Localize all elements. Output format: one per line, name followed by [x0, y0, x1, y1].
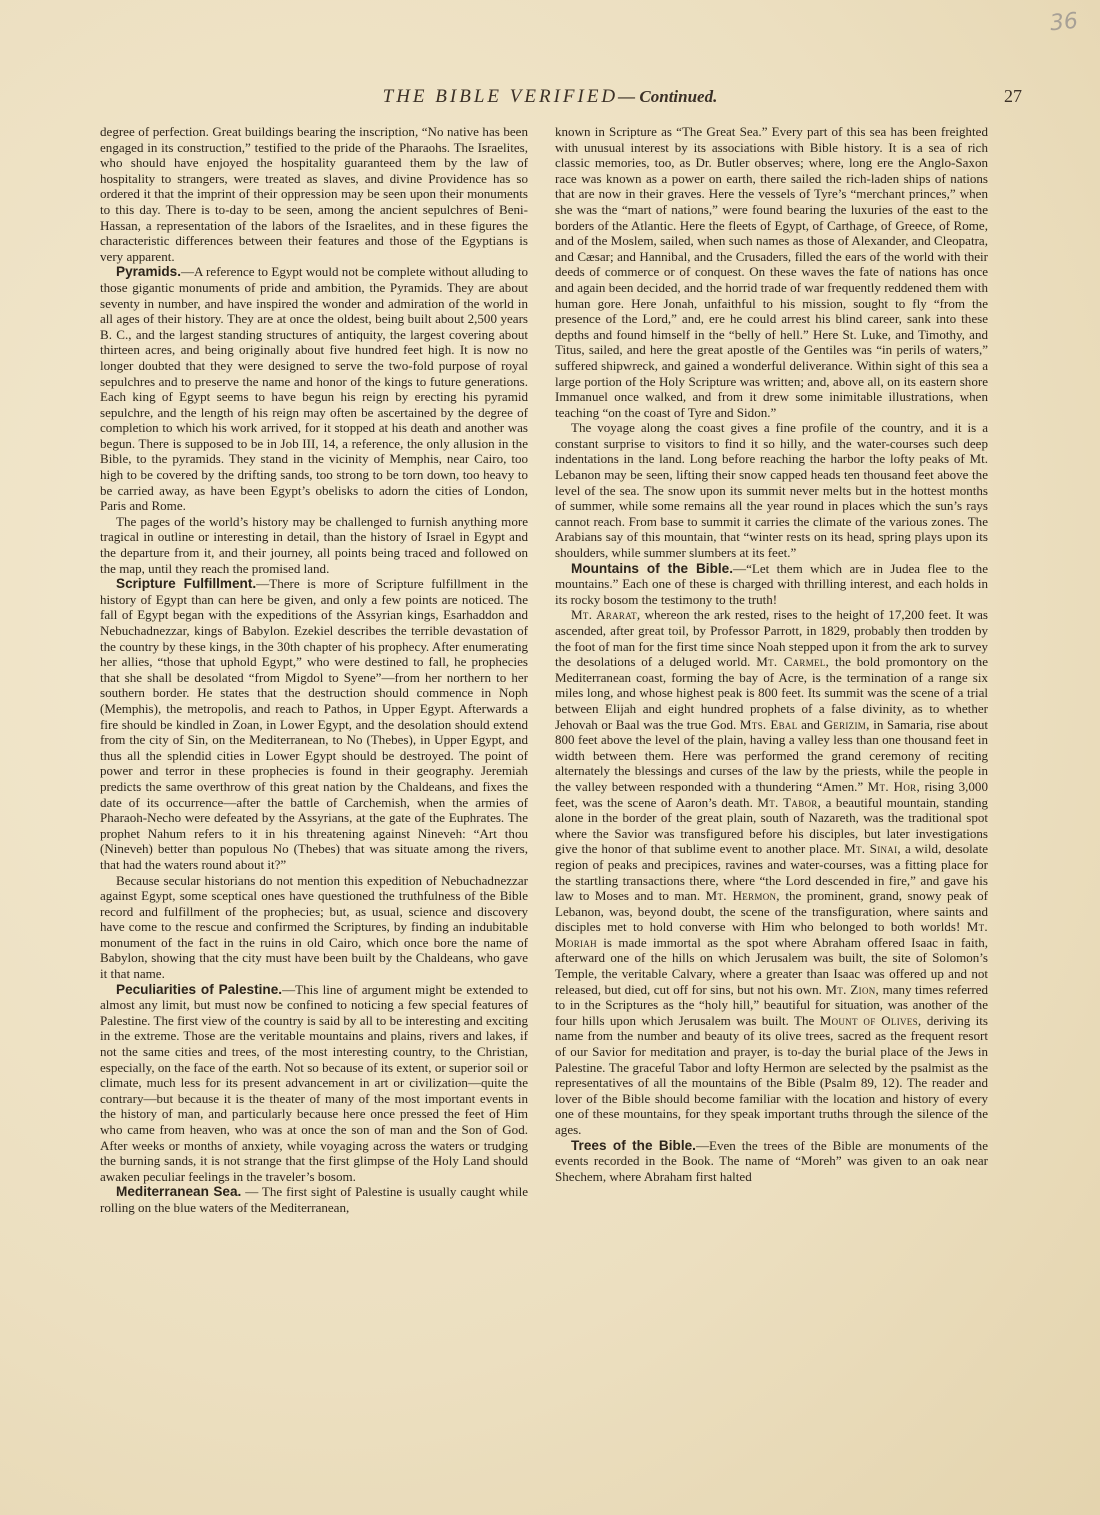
pyramids-body: —A reference to Egypt would not be complete without alluding to those gigantic monuments of pride and ambition, the Pyramids. They are about seventy in number, and have inspired the wonder and admiration of the world in all ages of their history. They are at once the oldest, being built about 2,500 years B. C., and the largest standing structures of antiquity, the largest covering about thirteen acres, and being originally about five hundred feet high. It is now no longer doubted that they were designed to serve the two-fold purpose of royal sepulchres and to preserve the name and honor of the kings to future generations. Each king of Egypt seems to have begun his reign by erecting his pyramid sepulchre, and the length of his reign may often be ascertained by the degree of completion to which his work arrived, for it stopped at his death and another was begun. There is supposed to be in Job III, 14, a reference, the only allusion in the Bible, to the pyramids. They stand in the vicinity of Memphis, near Cairo, too high to be covered by the drifting sands, too strong to be torn down, too heavy to be carried away, as have been Egypt’s obelisks to adorn the cities of London, Paris and Rome.: [100, 264, 528, 514]
paragraph-peculiarities-palestine: [100, 982, 528, 1185]
paragraph-mediterranean-sea: [100, 1184, 528, 1215]
running-title-text: THE BIBLE VERIFIED: [382, 86, 619, 107]
handwritten-page-mark: 36: [1048, 8, 1080, 37]
heading-peculiarities-palestine: Peculiarities of Palestine.: [116, 981, 283, 997]
paragraph-great-sea: known in Scripture as “The Great Sea.” Every part of this sea has been freighted with unusual interest by its associations with Bible history. It is a sea of rich classic memories, too, as Dr. Butler observes; where, long ere the Anglo-Saxon race was known as a power on earth, there sailed the rich-laden ships of nations that are now in their graves. Here the vessels of Tyre’s “merchant princes,” when she was the “mart of nations,” were found bearing the luxuries of the east to the borders of the Atlantic. Here the fleets of Egypt, of Carthage, of Greece, of Rome, and of the Moslem, sailed, when such names as those of Alexander, and Cleopatra, and Cæsar; and Hannibal, and the Crusaders, filled the ears of the world with their deeds of commerce or of conquest. On these waves the fate of nations has once and again been decided, and the horrid trade of war frequently reddened them with human gore. Here Jonah, unfaithful to his mission, sought to fly “from the presence of the Lord,” and, ere he could arrest his blind career, sank into these depths and found himself in the “belly of hell.” Here St. Luke, and Timothy, and Titus, sailed, and here the great apostle of the Gentiles was “in perils of waters,” suffered shipwreck, and gained a wonderful deliverance. Within sight of this sea a large portion of the Holy Scripture was written; and, above all, on its eastern shore Immanuel once walked, and from it drew some inimitable illustrations, when teaching “on the coast of Tyre and Sidon.”: [555, 124, 988, 420]
mediterranean-body: — The first sight of Palestine is usually caught while rolling on the blue waters of the Mediterranean,: [100, 1184, 528, 1215]
paragraph-egypt-oppression: degree of perfection. Great buildings bearing the inscription, “No native has been engaged in its construction,” testified to the pride of the Pharaohs. The Israelites, who should have enjoyed the hospitality guaranteed them by the law of hospitality to strangers, were treated as slaves, and divine Providence has so ordered it that the imprint of their oppression may be seen upon their monuments to this day. There is to-day to be seen, among the ancient sepulchres of Beni-Hassan, a representation of the labors of the Israelites, and in these figures the characteristic differences between their features and those of the Egyptians is very apparent.: [100, 124, 528, 264]
running-header: [0, 86, 1100, 112]
mt-moriah-label: Mt. Moriah: [555, 919, 988, 950]
zion-body: many times referred to in the Scriptures as the “holy hill,” beautiful for situation, was another of the four hills upon which Jerusalem was built. The: [555, 981, 989, 1028]
left-column: [100, 124, 528, 1216]
olives-body: deriving its name from the number and beauty of its olive trees, sacred as the frequent resort of our Savior for meditation and prayer, is to-day the burial place of the Jews in Palestine. The graceful Tabor and lofty Hermon are selected by the psalmist as the representatives of all the mountains of the Bible (Psalm 89, 12). The reader and lover of the Bible should become familiar with the location and history of every one of these mountains, for they speak important truths through the silence of the ages.: [555, 1012, 988, 1137]
paragraph-coast-voyage: The voyage along the coast gives a fine profile of the country, and it is a constant surprise to visitors to find it so hilly, and the water-courses such deep indentations in the land. Long before reaching the harbor the lofty peaks of Mt. Lebanon may be seen, lifting their snow capped heads ten thousand feet above the level of the sea. The snow upon its summit never melts but in the hottest months of summer, while some remains all the year round in places which the sun’s rays cannot reach. From base to summit it carries the climate of the various zones. The Arabians say of this mountain, that “winter rests on its head, spring plays upon its shoulders, while summer slumbers at its feet.”: [555, 420, 988, 561]
heading-mediterranean-sea: Mediterranean Sea.: [116, 1184, 242, 1200]
mountains-body: —“Let them which are in Judea flee to the mountains.” Each one of these is charged with thrilling interest, and each holds in its rocky bosom the testimony to the truth!: [555, 560, 988, 607]
ebal-body: in Samaria, rise about 800 feet above the level of the plain, having a valley less than one thousand feet in width between them. Here was performed the grand ceremony of reciting alternately the blessings and curses of the law by the priests, while the people in the valley between responded with a thundering “Amen.”: [555, 716, 988, 794]
paragraph-pyramids: [100, 264, 528, 514]
paragraph-mountains: [555, 561, 988, 608]
mt-zion-label: Mt. Zion,: [825, 981, 880, 997]
right-column: [555, 124, 988, 1184]
sinai-body: a wild, desolate region of peaks and precipices, ravines and water-courses, was a fitting place for the startling transactions there, where “the Lord descended in fire,” and gave his law to Moses and to man.: [555, 841, 988, 904]
palestine-body: —This line of argument might be extended to almost any limit, but must now be confined to noticing a few special features of Palestine. The first view of the country is said by all to be interesting and exciting in the extreme. Those are the veritable mountains and plains, rivers and lakes, if not the same cities and trees, of the most interesting country, to the Christian, especially, on the face of the earth. Not so because of its extent, or superior soil or climate, much less for its present advancement in art or civilization—quite the contrary—but because it is the theater of many of the most important events in the history of man, and particularly because here once pressed the feet of Him who came from heaven, who was at once the son of man and the Son of God. After weeks or months of anxiety, while voyaging across the waters or trudging the burning sands, it is not strange that the first glimpse of the Holy Land should awaken peculiar feelings in the traveler’s bosom.: [100, 981, 528, 1184]
paragraph-secular-historians: Because secular historians do not mention this expedition of Nebuchadnezzar against Egypt, some sceptical ones have questioned the truthfulness of the Bible record and fulfillment of the prophecies; but, as usual, science and discovery have come to the rescue and confirmed the Scriptures, by finding an indubitable monument of the fact in the ruins in old Cairo, which once bore the name of Babylon, showing that the city must have been built by the Chaldeans, who gave it that name.: [100, 872, 528, 982]
mt-hor-label: Mt. Hor,: [867, 778, 921, 794]
heading-scripture-fulfillment: Scripture Fulfillment.: [116, 576, 257, 592]
paragraph-trees-of-bible: [555, 1138, 988, 1185]
running-title: [0, 86, 1100, 108]
mt-sinai-label: Mt. Sinai,: [844, 841, 901, 857]
hor-body: rising 3,000 feet, was the scene of Aaron’s death.: [555, 778, 988, 810]
carmel-body: the bold promontory on the Mediterranean coast, forming the bay of Acre, is the termination of a range six miles long, and whose highest peak is 800 feet. Its summit was the scene of a trial between Elijah and eight hundred prophets of a false divinity, as to whether Jehovah or Baal was the true God.: [555, 654, 988, 732]
moriah-body: is made immortal as the spot where Abraham offered Isaac in faith, afterward one of the hills on which Jerusalem was built, the site of Solomon’s Temple, the veritable Calvary, where a greater than Isaac was offered up and not released, but died, cut off for sins, but not his own.: [555, 934, 988, 997]
heading-pyramids: Pyramids.: [116, 264, 181, 280]
mt-tabor-label: Mt. Tabor,: [757, 794, 822, 810]
heading-mountains-of-bible: Mountains of the Bible.: [571, 560, 734, 576]
paragraph-named-mountains: [555, 607, 988, 1137]
gerizim-label: Gerizim,: [823, 716, 870, 732]
scripture-body: —There is more of Scripture fulfillment in the history of Egypt than can here be given, and only a few points are noticed. The fall of Egypt began with the expeditions of the Assyrian kings, Esarhaddon and Nebuchadnezzar, kings of Babylon. Ezekiel describes the terrible devastation of the country by these kings, in the 30th chapter of his prophecy. After enumerating her allies, “those that uphold Egypt,” who were destined to fall, he prophecies that she shall be desolated “from Migdol to Syene”—from her northern to her southern border. He states that the destruction should commence in Noph (Memphis), the metropolis, and reach to Pathos, in Upper Egypt. Afterwards a fire should be kindled in Zoan, in Lower Egypt, and the desolation should extend from the city of Sin, on the Mediterranean, to No (Thebes), in Upper Egypt, and thus all the splendid cities in Lower Egypt should be destroyed. The point of power and terror in these prophecies is found in their geography. Jeremiah predicts the same overthrow of this great nation by the Chaldeans, and fixes the date of its occurrence—after the battle of Carchemish, when the armies of Pharaoh-Necho were defeated by the Assyrians, at the gate of the Euphrates. The prophet Nahum refers to it in his threatening against Nineveh: “Art thou (Nineveh) better than populous No (Thebes) that was situate among the rivers, that had the waters round about it?”: [100, 576, 529, 872]
ararat-body: whereon the ark rested, rises to the height of 17,200 feet. It was ascended, after great toil, by Professor Parrott, in 1829, probably then trodden by the foot of man for the first time since Noah stepped upon it from the ark to survey the desolations of a deluged world.: [555, 607, 988, 670]
tabor-body: a beautiful mountain, standing alone in the border of the great plain, south of Nazareth, was the traditional spot where the Savior was transfigured before his disciples, but later investigations give the honor of that sublime event to another place.: [555, 794, 988, 857]
mount-of-olives-label: Mount of Olives,: [819, 1012, 922, 1028]
paragraph-history-israel: The pages of the world’s history may be challenged to furnish anything more tragical in outline or interesting in detail, than the history of Israel in Egypt and the departure from it, and their journey, all points being traced and followed on the map, until they reach the promised land.: [100, 513, 528, 576]
mt-hermon-label: Mt. Hermon,: [705, 888, 780, 904]
hermon-body: the prominent, grand, snowy peak of Lebanon, was, beyond doubt, the scene of the transfiguration, where saints and disciples met to hold converse with Him who belonged to both worlds!: [555, 888, 988, 935]
trees-body: —Even the trees of the Bible are monuments of the events recorded in the Book. The name of “Moreh” was given to an oak near Shechem, where Abraham first halted: [555, 1137, 988, 1184]
mts-ebal-label: Mts. Ebal: [739, 716, 798, 732]
mt-ararat-label: Mt. Ararat,: [571, 607, 641, 623]
running-title-continued: — Continued.: [618, 87, 718, 106]
page-number: 27: [1004, 86, 1022, 106]
paragraph-scripture-fulfillment: [100, 576, 528, 872]
mt-carmel-label: Mt. Carmel,: [756, 654, 830, 670]
and-word: and: [797, 716, 824, 732]
heading-trees-of-bible: Trees of the Bible.: [571, 1137, 696, 1153]
